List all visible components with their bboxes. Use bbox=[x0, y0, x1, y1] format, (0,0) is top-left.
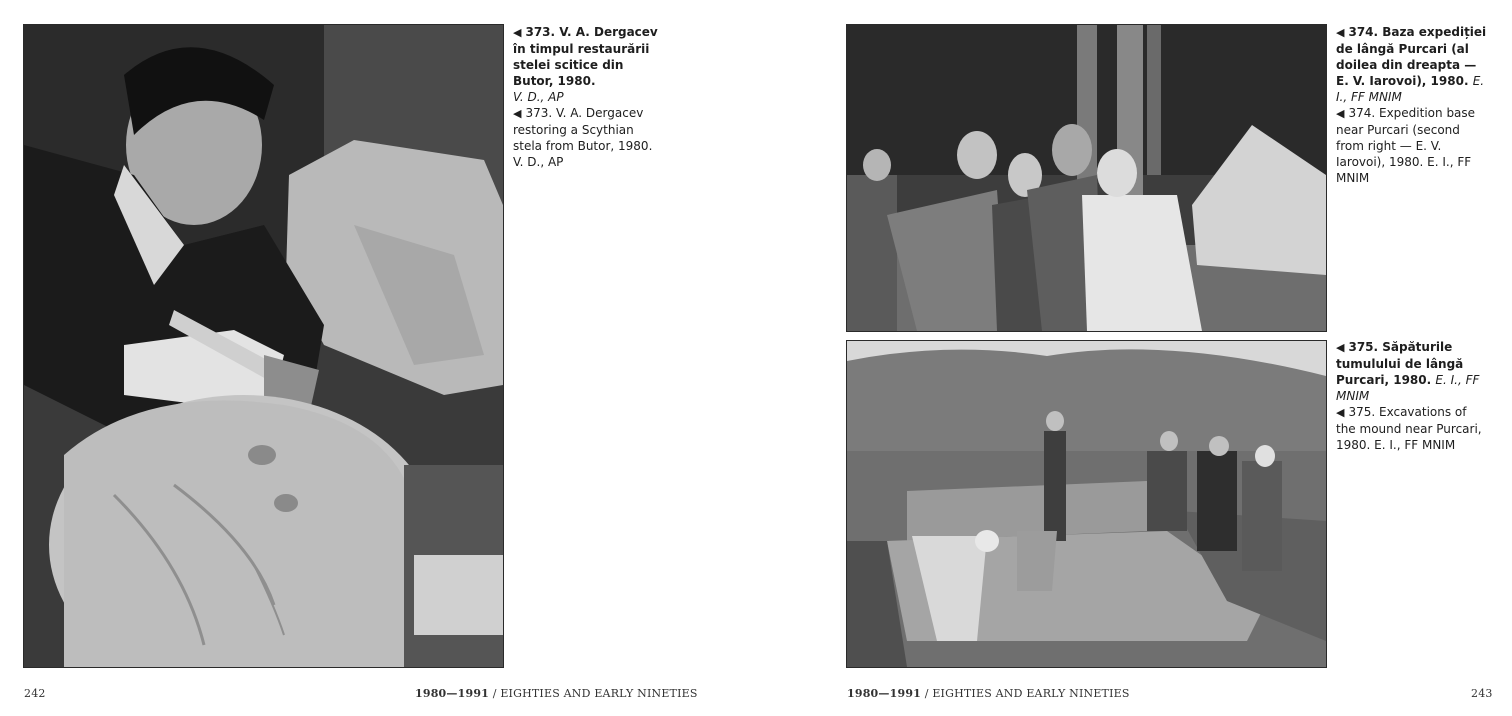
arrow-left-icon: ◀ bbox=[513, 26, 522, 39]
caption-375-ro-credit: E. I., FF MNIM bbox=[1336, 373, 1480, 403]
caption-374-romanian: ◀ 374. Baza expediției de lângă Purcari (al doilea din dreapta — E. V. Iarovoi), 1980. E. I., FF MNIM bbox=[1336, 25, 1487, 104]
caption-373-en-text: 373. V. A. Dergacev restoring a Scythian stela from Butor, 1980. V. D., AP bbox=[513, 106, 653, 169]
running-head-right bbox=[847, 687, 1130, 700]
caption-375-romanian: ◀ 375. Săpăturile tumulului de lângă Purcari, 1980. E. I., FF MNIM bbox=[1336, 340, 1480, 403]
arrow-left-icon: ◀ bbox=[1336, 341, 1345, 354]
arrow-left-icon: ◀ bbox=[1336, 107, 1345, 120]
photo-374-expedition-base bbox=[846, 24, 1327, 332]
caption-374-english bbox=[1336, 105, 1488, 186]
caption-374-ro-credit: E. I., FF MNIM bbox=[1336, 74, 1485, 104]
photo-374-image bbox=[847, 25, 1326, 331]
caption-373 bbox=[513, 24, 663, 170]
arrow-left-icon: ◀ bbox=[1336, 406, 1345, 419]
running-head-left-title: / EIGHTIES AND EARLY NINETIES bbox=[489, 687, 698, 700]
photo-375-excavations bbox=[846, 340, 1327, 668]
page-number-right: 243 bbox=[1471, 687, 1493, 700]
caption-375-en-text: 375. Excavations of the mound near Purcari, 1980. E. I., FF MNIM bbox=[1336, 405, 1482, 452]
caption-373-english bbox=[513, 105, 663, 170]
arrow-left-icon: ◀ bbox=[513, 107, 522, 120]
caption-373-ro-title: 373. V. A. Dergacev în timpul restaurării stelei scitice din Butor, 1980 bbox=[513, 25, 658, 88]
photo-375-image bbox=[847, 341, 1326, 667]
page-number-left: 242 bbox=[24, 687, 46, 700]
photo-373-stela-restoration bbox=[23, 24, 504, 668]
running-head-right-title: / EIGHTIES AND EARLY NINETIES bbox=[921, 687, 1130, 700]
caption-375 bbox=[1336, 339, 1488, 453]
running-head-left-years: 1980—1991 bbox=[415, 687, 490, 700]
caption-374-en-text: 374. Expedition base near Purcari (second from right — E. V. Iarovoi), 1980. E. I., FF MNIM bbox=[1336, 106, 1476, 185]
caption-373-ro-credit: V. D., AP bbox=[513, 90, 564, 104]
caption-375-english bbox=[1336, 404, 1488, 453]
photo-373-image bbox=[24, 25, 503, 667]
caption-373-romanian: ◀ 373. V. A. Dergacev în timpul restaurării stelei scitice din Butor, 1980. V. D., AP bbox=[513, 25, 658, 104]
caption-375-ro-title: 375. Săpăturile tumulului de lângă Purcari, 1980 bbox=[1336, 340, 1464, 387]
caption-374 bbox=[1336, 24, 1488, 186]
running-head-left bbox=[415, 687, 698, 700]
arrow-left-icon: ◀ bbox=[1336, 26, 1345, 39]
caption-374-ro-title: 374. Baza expediției de lângă Purcari (al doilea din dreapta — E. V. Iarovoi), 1980 bbox=[1336, 25, 1487, 88]
running-head-right-years: 1980—1991 bbox=[847, 687, 922, 700]
